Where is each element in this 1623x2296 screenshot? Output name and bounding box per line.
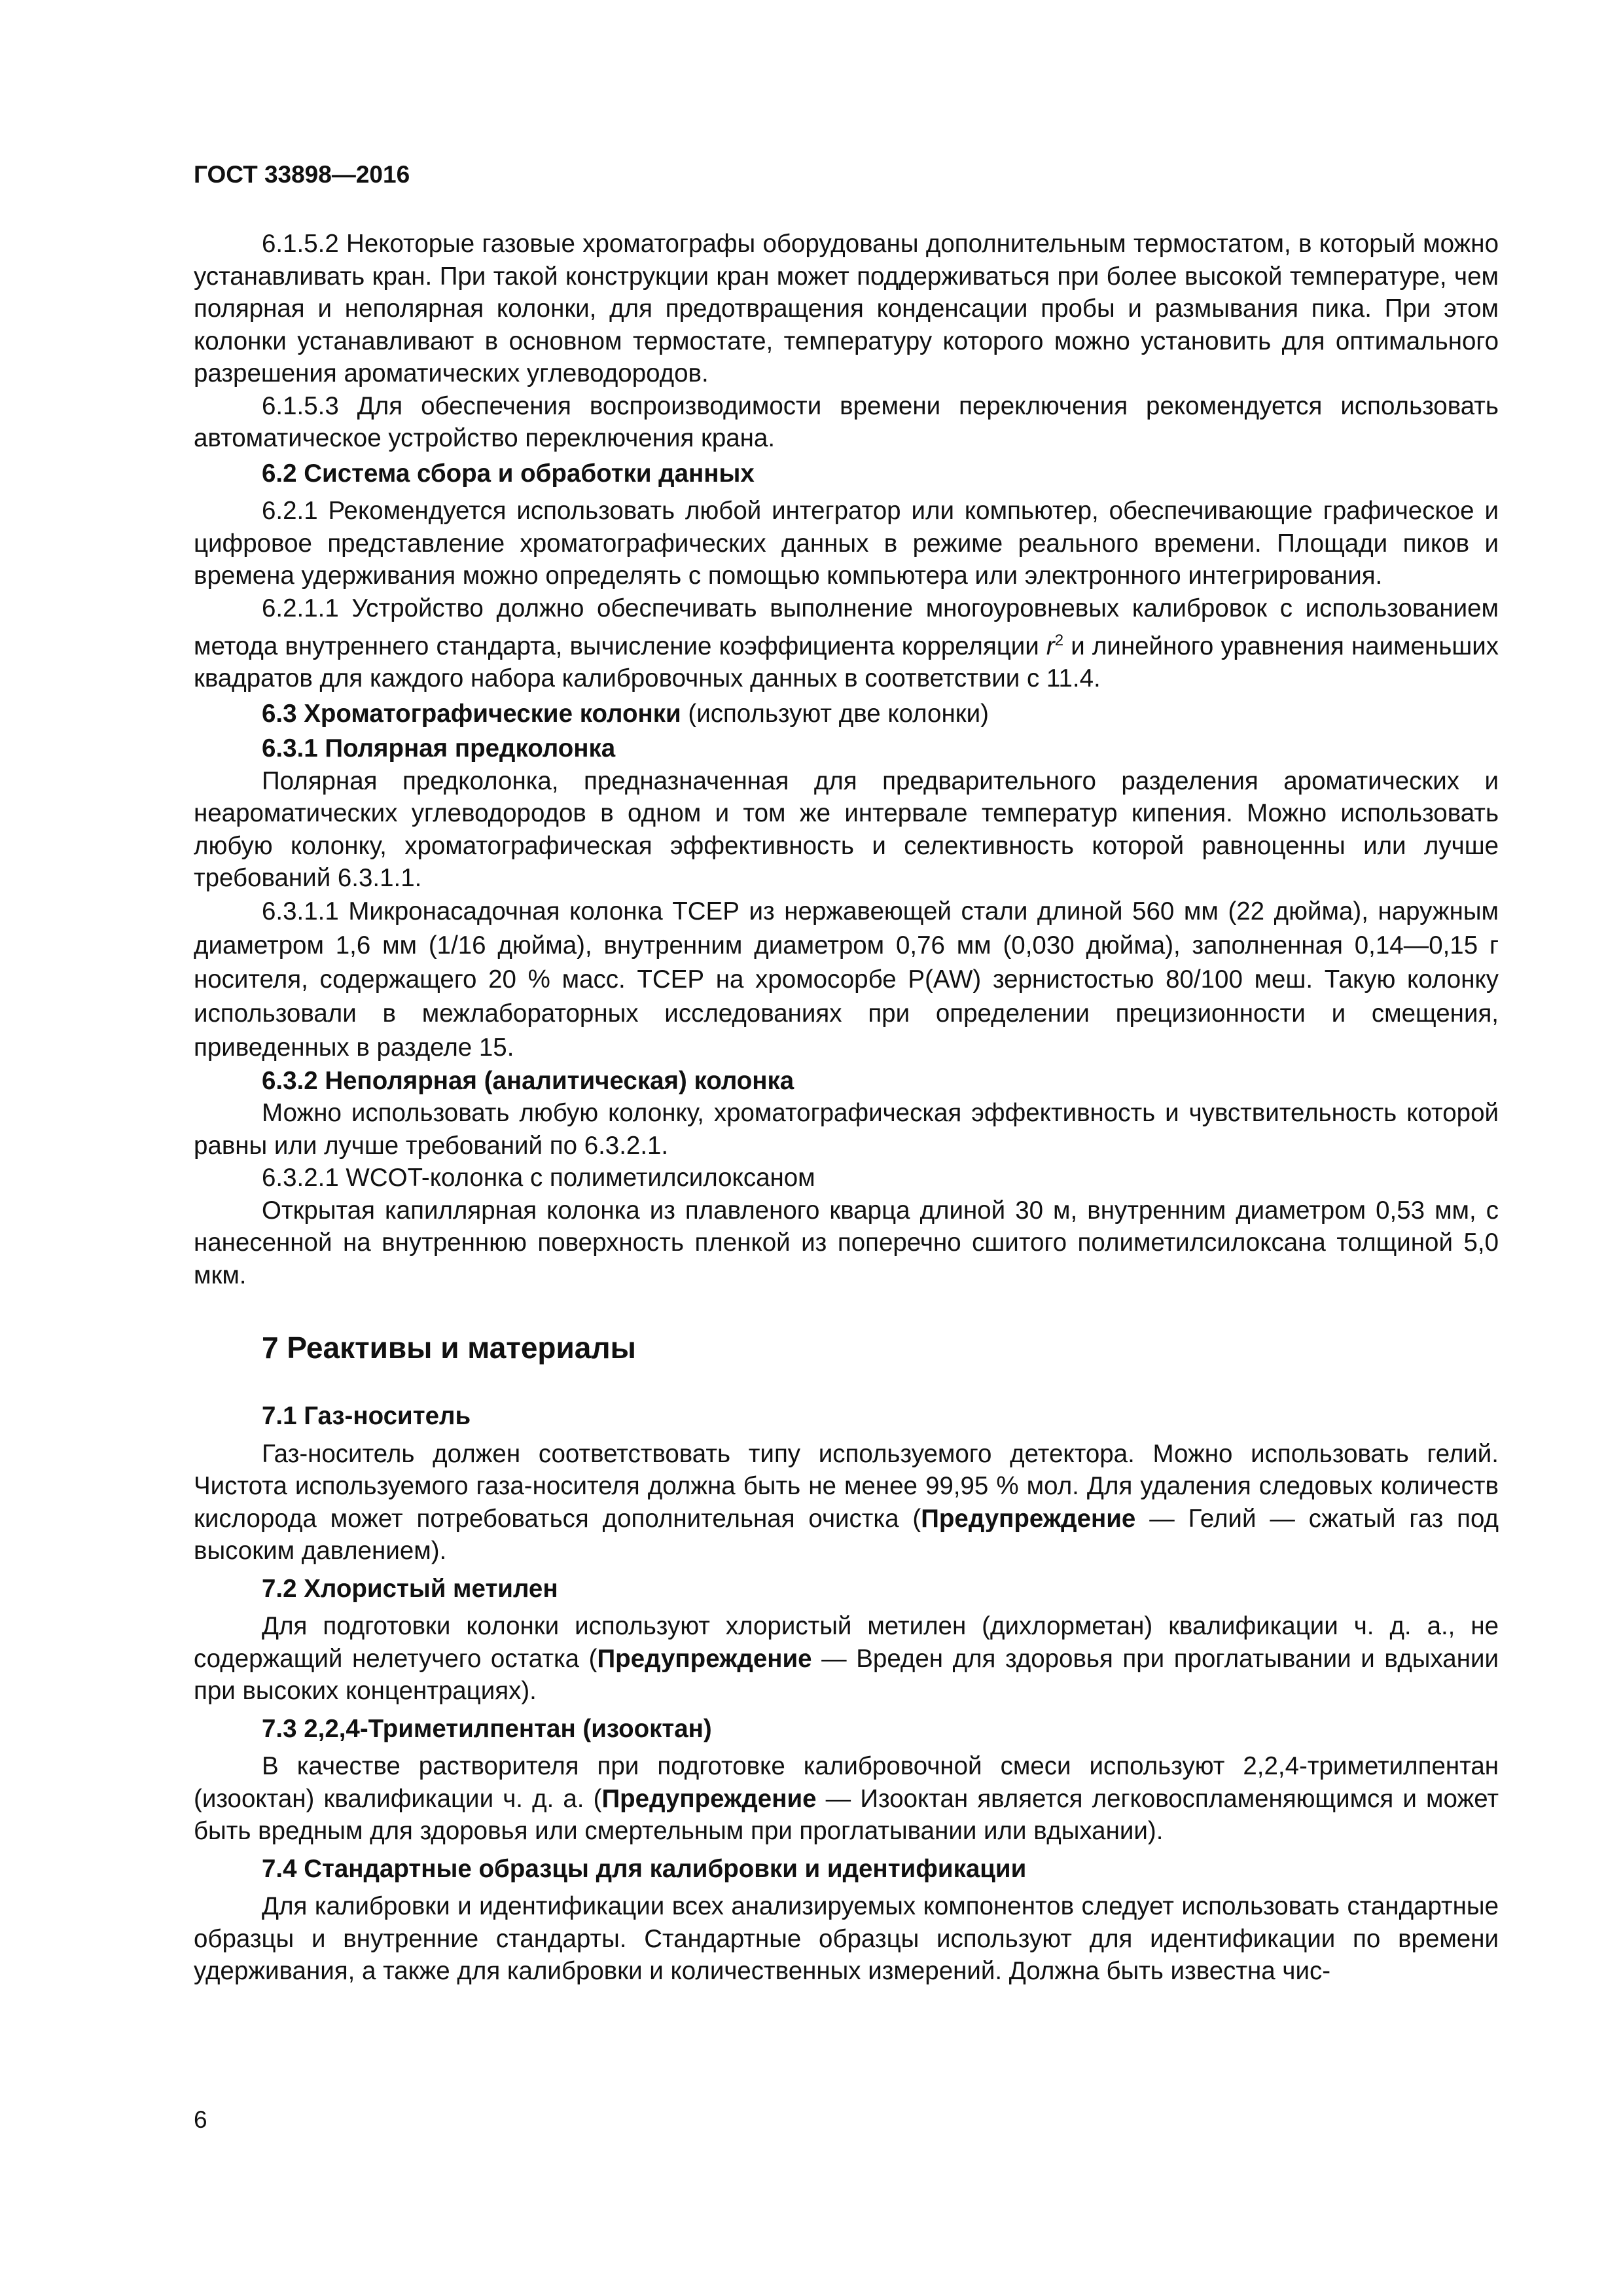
paragraph-6-2-1-1-part-a: 6.2.1.1 Устройство должно обеспечивать выполнение многоуровневых калибровок с использованием метода внутреннего стандарта, вычисление коэффициента корреляции	[194, 594, 1499, 660]
correlation-symbol: r	[1046, 632, 1055, 660]
heading-7-4: 7.4 Стандартные образцы для калибровки и идентификации	[262, 1854, 1027, 1883]
heading-6-3	[194, 698, 1499, 730]
warning-label: Предупреждение	[601, 1784, 817, 1813]
paragraph-7-3	[194, 1750, 1499, 1848]
heading-7-2: 7.2 Хлористый метилен	[262, 1574, 558, 1603]
paragraph-6-3-1-1: 6.3.1.1 Микронасадочная колонка ТСЕР из нержавеющей стали длиной 560 мм (22 дюйма), наружным диаметром 1,6 мм (1/16 дюйма), внутренним диаметром 0,76 мм (0,030 дюйма), заполненная 0,14—0,15 г носителя, содержащего 20 % масс. ТСЕР на хромосорбе P(AW) зернистостью 80/100 меш. Такую колонку использовали в межлабораторных исследованиях при определении прецизионности и смещения, приведенных в разделе 15.	[194, 897, 1499, 1062]
heading-section-7: 7 Реактивы и материалы	[262, 1331, 636, 1365]
paragraph-7-3-part-a: В качестве растворителя при подготовке калибровочной смеси используют 2,2,4-триметилпентан (изооктан) квалификации ч. д. а. (	[194, 1752, 1499, 1813]
paragraph-7-2	[194, 1610, 1499, 1708]
paragraph-7-1-part-a: Газ-носитель должен соответствовать типу используемого детектора. Можно использовать гелий. Чистота используемого газа-носителя должна быть не менее 99,95 % мол. Для удаления следовых количеств кислорода может потребоваться дополнительная очистка (	[194, 1439, 1499, 1533]
warning-label: Предупреждение	[597, 1644, 812, 1673]
paragraph-6-2-1: 6.2.1 Рекомендуется использовать любой интегратор или компьютер, обеспечивающие графическое и цифровое представление хроматографических данных в режиме реального времени. Площади пиков и времена удерживания можно определять с помощью компьютера или электронного интегрирования.	[194, 497, 1499, 590]
paragraph-6-1-5-2: 6.1.5.2 Некоторые газовые хроматографы оборудованы дополнительным термостатом, в который можно устанавливать кран. При такой конструкции кран может поддерживаться при более высокой температуре, чем полярная и неполярная колонки, для предотвращения конденсации пробы и размывания пика. При этом колонки устанавливают в основном термостате, температуру которого можно установить для оптимального разрешения ароматических углеводородов.	[194, 230, 1499, 387]
paragraph-6-3-1: Полярная предколонка, предназначенная для предварительного разделения ароматических и неароматических углеводородов в одном и том же интервале температур кипения. Можно использовать любую колонку, хроматографическая эффективность и селективность которой равноценны или лучше требований 6.3.1.1.	[194, 766, 1499, 893]
heading-7-1: 7.1 Газ-носитель	[262, 1402, 471, 1431]
heading-6-2: 6.2 Система сбора и обработки данных	[262, 459, 755, 488]
heading-6-3-1: 6.3.1 Полярная предколонка	[262, 734, 616, 763]
paragraph-6-2-1-1-part-b: и линейного уравнения наименьших квадратов для каждого набора калибровочных данных в соответствии с 11.4.	[194, 632, 1499, 693]
heading-6-3-title: 6.3 Хроматографические колонки	[262, 699, 681, 728]
warning-label: Предупреждение	[921, 1504, 1136, 1533]
paragraph-7-1-part-b: — Гелий — сжатый газ под высоким давлением).	[194, 1504, 1499, 1566]
paragraph-6-2-1-1	[194, 592, 1499, 695]
paragraph-7-4: Для калибровки и идентификации всех анализируемых компонентов следует использовать стандартные образцы и внутренние стандарты. Стандартные образцы используют для идентификации по времени удерживания, а также для калибровки и количественных измерений. Должна быть известна чис-	[194, 1892, 1499, 1986]
heading-6-3-2: 6.3.2 Неполярная (аналитическая) колонка	[262, 1066, 794, 1095]
paragraph-7-3-part-b: — Изооктан является легковоспламеняющимся и может быть вредным для здоровья или смертельным при проглатывании или вдыхании).	[194, 1784, 1499, 1846]
paragraph-6-3-2: Можно использовать любую колонку, хроматографическая эффективность и чувствительность которой равны или лучше требований по 6.3.2.1.	[194, 1099, 1499, 1160]
paragraph-6-3-2-1-body: Открытая капиллярная колонка из плавленого кварца длиной 30 м, внутренним диаметром 0,53 мм, с нанесенной на внутреннюю поверхность пленкой из поперечно сшитого полиметилсилоксана толщиной 5,0 мкм.	[194, 1196, 1499, 1289]
correlation-exponent: 2	[1054, 632, 1064, 649]
paragraph-7-2-part-a: Для подготовки колонки используют хлористый метилен (дихлорметан) квалификации ч. д. а., не содержащий нелетучего остатка (	[194, 1612, 1499, 1673]
page-body	[194, 228, 1499, 1988]
paragraph-7-2-part-b: — Вреден для здоровья при проглатывании и вдыхании при высоких концентрациях).	[194, 1644, 1499, 1706]
paragraph-6-3-2-1: 6.3.2.1 WCOT-колонка с полиметилсилоксаном	[262, 1164, 815, 1193]
paragraph-7-1	[194, 1438, 1499, 1568]
heading-6-3-note: (используют две колонки)	[681, 699, 989, 728]
heading-7-3: 7.3 2,2,4-Триметилпентан (изооктан)	[262, 1714, 712, 1743]
page-number: 6	[194, 2106, 207, 2133]
standard-header: ГОСТ 33898—2016	[194, 161, 410, 188]
paragraph-6-1-5-3: 6.1.5.3 Для обеспечения воспроизводимости времени переключения рекомендуется использовать автоматическое устройство переключения крана.	[194, 391, 1499, 452]
